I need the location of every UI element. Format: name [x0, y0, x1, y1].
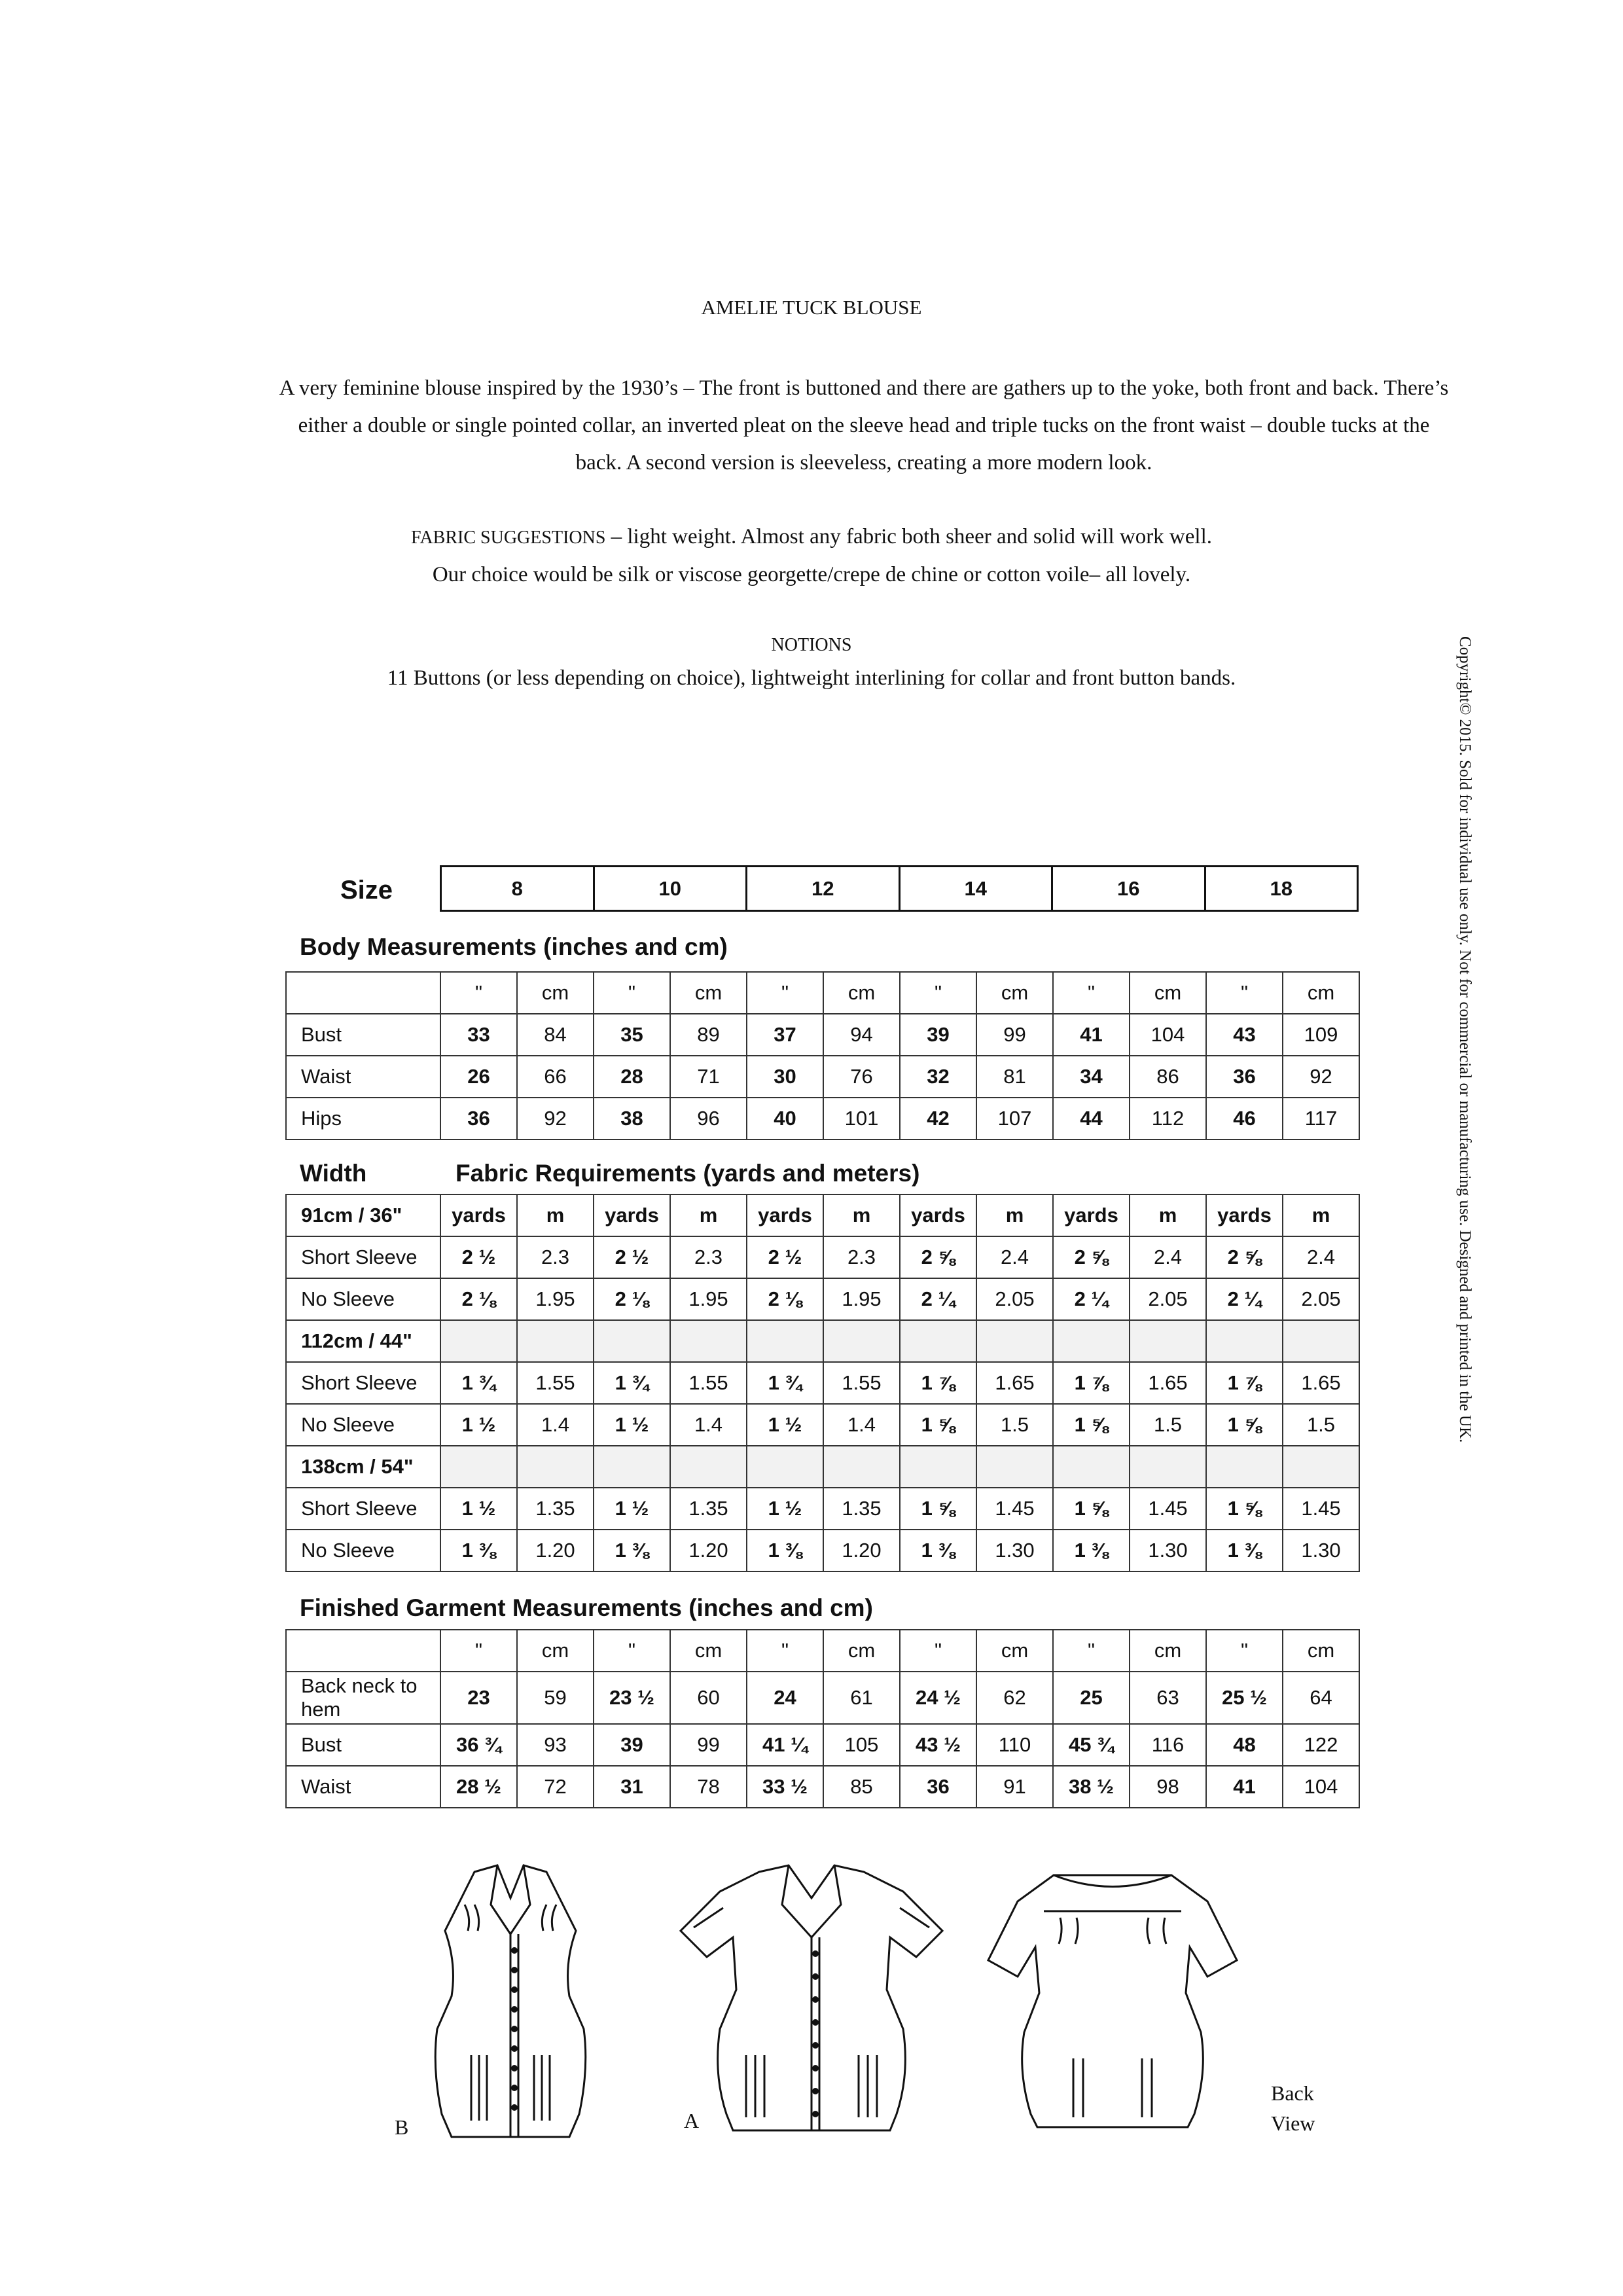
value-cell: 1 ⅜ — [594, 1530, 670, 1571]
unit-cell: yards — [1206, 1194, 1283, 1236]
value-cell: 104 — [1130, 1014, 1206, 1056]
unit-cell: m — [1130, 1194, 1206, 1236]
value-cell: 59 — [517, 1672, 594, 1724]
value-cell: 43 ½ — [900, 1724, 976, 1766]
value-cell: 63 — [1130, 1672, 1206, 1724]
value-cell: 45 ¾ — [1053, 1724, 1130, 1766]
blank-cell — [823, 1446, 900, 1488]
blank-cell — [670, 1446, 747, 1488]
unit-cell: yards — [900, 1194, 976, 1236]
value-cell: 1.65 — [1283, 1362, 1359, 1404]
blank-cell — [747, 1320, 823, 1362]
blank-cell — [286, 972, 440, 1014]
value-cell: 28 ½ — [440, 1766, 517, 1808]
value-cell: 2 ½ — [747, 1236, 823, 1278]
unit-cell: yards — [747, 1194, 823, 1236]
value-cell: 99 — [670, 1724, 747, 1766]
value-cell: 1 ⅜ — [747, 1530, 823, 1571]
unit-cell: m — [823, 1194, 900, 1236]
unit-cell: " — [440, 1630, 517, 1672]
size-label: Size — [340, 876, 393, 905]
blank-cell — [823, 1320, 900, 1362]
size-cell: 10 — [594, 867, 747, 911]
row-label: Short Sleeve — [286, 1488, 440, 1530]
value-cell: 35 — [594, 1014, 670, 1056]
unit-cell: cm — [823, 1630, 900, 1672]
value-cell: 23 ½ — [594, 1672, 670, 1724]
value-cell: 1.55 — [670, 1362, 747, 1404]
blank-cell — [1206, 1320, 1283, 1362]
value-cell: 92 — [1283, 1056, 1359, 1098]
value-cell: 24 — [747, 1672, 823, 1724]
row-label: No Sleeve — [286, 1278, 440, 1320]
value-cell: 24 ½ — [900, 1672, 976, 1724]
unit-cell: " — [1206, 1630, 1283, 1672]
value-cell: 96 — [670, 1098, 747, 1139]
fabric-requirements-heading: Fabric Requirements (yards and meters) — [455, 1160, 920, 1187]
row-label: Waist — [286, 1766, 440, 1808]
page-title: AMELIE TUCK BLOUSE — [701, 296, 922, 319]
value-cell: 1 ½ — [747, 1488, 823, 1530]
size-row — [441, 867, 1358, 911]
row-label: Bust — [286, 1014, 440, 1056]
blank-cell — [1130, 1320, 1206, 1362]
value-cell: 72 — [517, 1766, 594, 1808]
value-cell: 30 — [747, 1056, 823, 1098]
unit-cell: cm — [1130, 972, 1206, 1014]
value-cell: 1 ¾ — [747, 1362, 823, 1404]
value-cell: 1.45 — [976, 1488, 1053, 1530]
value-cell: 1.30 — [1283, 1530, 1359, 1571]
width-heading: Width — [300, 1160, 367, 1187]
table-row — [286, 1014, 1359, 1056]
value-cell: 78 — [670, 1766, 747, 1808]
unit-cell: yards — [1053, 1194, 1130, 1236]
value-cell: 42 — [900, 1098, 976, 1139]
unit-cell: m — [517, 1194, 594, 1236]
blank-cell — [976, 1446, 1053, 1488]
row-label: Short Sleeve — [286, 1362, 440, 1404]
fabric-heading: FABRIC SUGGESTIONS — [410, 528, 606, 548]
value-cell: 2 ⅛ — [594, 1278, 670, 1320]
row-label: Hips — [286, 1098, 440, 1139]
value-cell: 28 — [594, 1056, 670, 1098]
unit-cell: cm — [670, 1630, 747, 1672]
row-label: Short Sleeve — [286, 1236, 440, 1278]
unit-cell: " — [747, 972, 823, 1014]
table-row — [286, 1362, 1359, 1404]
table-row — [286, 1488, 1359, 1530]
value-cell: 2 ⅝ — [1053, 1236, 1130, 1278]
value-cell: 1 ⅝ — [1053, 1488, 1130, 1530]
value-cell: 1 ⅞ — [1206, 1362, 1283, 1404]
table-row — [286, 1236, 1359, 1278]
value-cell: 1.5 — [1283, 1404, 1359, 1446]
value-cell: 23 — [440, 1672, 517, 1724]
value-cell: 48 — [1206, 1724, 1283, 1766]
unit-row — [286, 972, 1359, 1014]
value-cell: 2.05 — [1130, 1278, 1206, 1320]
value-cell: 86 — [1130, 1056, 1206, 1098]
value-cell: 2.05 — [1283, 1278, 1359, 1320]
row-label: Back neck to hem — [286, 1672, 440, 1724]
value-cell: 41 ¼ — [747, 1724, 823, 1766]
value-cell: 39 — [594, 1724, 670, 1766]
value-cell: 1 ⅝ — [1206, 1488, 1283, 1530]
value-cell: 2 ⅝ — [900, 1236, 976, 1278]
unit-cell: cm — [823, 972, 900, 1014]
value-cell: 94 — [823, 1014, 900, 1056]
label-b: B — [395, 2115, 409, 2139]
value-cell: 1.55 — [517, 1362, 594, 1404]
blank-cell — [900, 1320, 976, 1362]
blank-cell — [900, 1446, 976, 1488]
value-cell: 37 — [747, 1014, 823, 1056]
table-row — [286, 1672, 1359, 1724]
unit-cell: " — [1053, 972, 1130, 1014]
unit-cell: " — [440, 972, 517, 1014]
blank-cell — [1053, 1446, 1130, 1488]
table-row — [286, 1530, 1359, 1571]
value-cell: 122 — [1283, 1724, 1359, 1766]
table-row — [286, 1724, 1359, 1766]
unit-cell: " — [1053, 1630, 1130, 1672]
row-label: Bust — [286, 1724, 440, 1766]
value-cell: 1.4 — [823, 1404, 900, 1446]
value-cell: 1 ⅝ — [1053, 1404, 1130, 1446]
view-a-short-sleeve-illustration — [668, 1859, 955, 2134]
unit-cell: " — [900, 972, 976, 1014]
value-cell: 62 — [976, 1672, 1053, 1724]
value-cell: 101 — [823, 1098, 900, 1139]
unit-cell: m — [670, 1194, 747, 1236]
body-measurements-heading: Body Measurements (inches and cm) — [300, 933, 728, 960]
width-label: 138cm / 54" — [286, 1446, 440, 1488]
unit-cell: " — [900, 1630, 976, 1672]
blank-cell — [1283, 1320, 1359, 1362]
value-cell: 1 ⅞ — [1053, 1362, 1130, 1404]
label-a: A — [684, 2109, 700, 2132]
value-cell: 2 ¼ — [1206, 1278, 1283, 1320]
value-cell: 2.4 — [1283, 1236, 1359, 1278]
value-cell: 1.30 — [976, 1530, 1053, 1571]
value-cell: 1 ½ — [440, 1404, 517, 1446]
value-cell: 41 — [1053, 1014, 1130, 1056]
value-cell: 43 — [1206, 1014, 1283, 1056]
row-label: No Sleeve — [286, 1404, 440, 1446]
value-cell: 1 ⅝ — [1206, 1404, 1283, 1446]
value-cell: 1.5 — [1130, 1404, 1206, 1446]
value-cell: 98 — [1130, 1766, 1206, 1808]
value-cell: 104 — [1283, 1766, 1359, 1808]
unit-cell: m — [976, 1194, 1053, 1236]
blank-cell — [594, 1446, 670, 1488]
fabric-line-1: – light weight. Almost any fabric both sheer and solid will work well. — [611, 525, 1213, 548]
body-measurements-table — [285, 971, 1360, 1140]
value-cell: 1.20 — [517, 1530, 594, 1571]
size-cell: 14 — [899, 867, 1052, 911]
value-cell: 38 ½ — [1053, 1766, 1130, 1808]
unit-cell: cm — [976, 972, 1053, 1014]
unit-cell: " — [1206, 972, 1283, 1014]
unit-cell: yards — [440, 1194, 517, 1236]
value-cell: 66 — [517, 1056, 594, 1098]
table-row — [286, 1766, 1359, 1808]
value-cell: 1 ¾ — [594, 1362, 670, 1404]
blank-cell — [440, 1446, 517, 1488]
view-b-sleeveless-illustration — [419, 1859, 602, 2140]
value-cell: 60 — [670, 1672, 747, 1724]
intro-paragraph: A very feminine blouse inspired by the 1930’s – The front is buttoned and there are gathers up to the yoke, both front and back. There’s either a double or single pointed collar, an inverted pleat on the sleeve head and triple tucks on the front waist – double tucks at the back. A second version is sleeveless, creating a more modern look. — [279, 376, 1449, 475]
value-cell: 109 — [1283, 1014, 1359, 1056]
blank-cell — [747, 1446, 823, 1488]
width-row — [286, 1320, 1359, 1362]
value-cell: 2 ⅛ — [747, 1278, 823, 1320]
value-cell: 2 ⅛ — [440, 1278, 517, 1320]
unit-row — [286, 1630, 1359, 1672]
value-cell: 61 — [823, 1672, 900, 1724]
value-cell: 1.35 — [517, 1488, 594, 1530]
finished-measurements-table — [285, 1629, 1360, 1808]
width-label: 91cm / 36" — [286, 1194, 440, 1236]
value-cell: 84 — [517, 1014, 594, 1056]
value-cell: 2.3 — [823, 1236, 900, 1278]
value-cell: 32 — [900, 1056, 976, 1098]
value-cell: 1.4 — [517, 1404, 594, 1446]
fabric-line-2: Our choice would be silk or viscose georgette/crepe de chine or cotton voile– all lovely. — [432, 563, 1191, 586]
value-cell: 2 ⅝ — [1206, 1236, 1283, 1278]
width-label: 112cm / 44" — [286, 1320, 440, 1362]
unit-cell: yards — [594, 1194, 670, 1236]
blank-cell — [517, 1446, 594, 1488]
blank-cell — [1206, 1446, 1283, 1488]
copyright-notice: Copyright© 2015. Sold for individual use only. Not for commercial or manufacturing use. Designed and printed in the UK. — [1456, 636, 1474, 1443]
value-cell: 1.55 — [823, 1362, 900, 1404]
label-back: Back — [1271, 2081, 1314, 2105]
unit-cell: cm — [1283, 972, 1359, 1014]
table-row — [286, 1404, 1359, 1446]
fabric-requirements-table — [285, 1194, 1360, 1572]
size-cell: 18 — [1205, 867, 1358, 911]
value-cell: 44 — [1053, 1098, 1130, 1139]
value-cell: 26 — [440, 1056, 517, 1098]
value-cell: 1.5 — [976, 1404, 1053, 1446]
size-cell: 16 — [1052, 867, 1205, 911]
blank-cell — [286, 1630, 440, 1672]
value-cell: 1 ⅜ — [900, 1530, 976, 1571]
unit-cell: cm — [670, 972, 747, 1014]
value-cell: 33 — [440, 1014, 517, 1056]
value-cell: 1.35 — [823, 1488, 900, 1530]
value-cell: 2.4 — [976, 1236, 1053, 1278]
value-cell: 1.95 — [670, 1278, 747, 1320]
value-cell: 39 — [900, 1014, 976, 1056]
unit-cell: " — [747, 1630, 823, 1672]
value-cell: 41 — [1206, 1766, 1283, 1808]
value-cell: 2.3 — [670, 1236, 747, 1278]
value-cell: 34 — [1053, 1056, 1130, 1098]
value-cell: 2 ½ — [440, 1236, 517, 1278]
value-cell: 1.45 — [1130, 1488, 1206, 1530]
value-cell: 2.05 — [976, 1278, 1053, 1320]
unit-cell: m — [1283, 1194, 1359, 1236]
blank-cell — [670, 1320, 747, 1362]
value-cell: 110 — [976, 1724, 1053, 1766]
value-cell: 1.30 — [1130, 1530, 1206, 1571]
value-cell: 1 ½ — [594, 1404, 670, 1446]
value-cell: 40 — [747, 1098, 823, 1139]
value-cell: 1 ⅞ — [900, 1362, 976, 1404]
table-row — [286, 1278, 1359, 1320]
value-cell: 1 ½ — [440, 1488, 517, 1530]
blank-cell — [517, 1320, 594, 1362]
value-cell: 25 — [1053, 1672, 1130, 1724]
value-cell: 76 — [823, 1056, 900, 1098]
value-cell: 64 — [1283, 1672, 1359, 1724]
value-cell: 2 ¼ — [1053, 1278, 1130, 1320]
size-cell: 12 — [747, 867, 900, 911]
value-cell: 81 — [976, 1056, 1053, 1098]
width-row — [286, 1194, 1359, 1236]
value-cell: 1 ⅝ — [900, 1404, 976, 1446]
value-cell: 1.95 — [517, 1278, 594, 1320]
notions-text: 11 Buttons (or less depending on choice), lightweight interlining for collar and front button bands. — [387, 666, 1236, 690]
unit-cell: " — [594, 1630, 670, 1672]
value-cell: 117 — [1283, 1098, 1359, 1139]
unit-cell: cm — [1283, 1630, 1359, 1672]
blank-cell — [1283, 1446, 1359, 1488]
size-table — [440, 865, 1359, 912]
value-cell: 105 — [823, 1724, 900, 1766]
fabric-suggestions — [0, 518, 1623, 594]
value-cell: 71 — [670, 1056, 747, 1098]
row-label: Waist — [286, 1056, 440, 1098]
unit-cell: cm — [517, 972, 594, 1014]
unit-cell: " — [594, 972, 670, 1014]
blank-cell — [1130, 1446, 1206, 1488]
value-cell: 2 ½ — [594, 1236, 670, 1278]
value-cell: 93 — [517, 1724, 594, 1766]
blank-cell — [594, 1320, 670, 1362]
value-cell: 2.3 — [517, 1236, 594, 1278]
value-cell: 36 — [440, 1098, 517, 1139]
unit-cell: cm — [1130, 1630, 1206, 1672]
value-cell: 25 ½ — [1206, 1672, 1283, 1724]
value-cell: 116 — [1130, 1724, 1206, 1766]
value-cell: 91 — [976, 1766, 1053, 1808]
value-cell: 36 — [900, 1766, 976, 1808]
value-cell: 107 — [976, 1098, 1053, 1139]
value-cell: 1.65 — [976, 1362, 1053, 1404]
value-cell: 31 — [594, 1766, 670, 1808]
value-cell: 1.95 — [823, 1278, 900, 1320]
width-row — [286, 1446, 1359, 1488]
size-cell: 8 — [441, 867, 594, 911]
value-cell: 38 — [594, 1098, 670, 1139]
finished-measurements-heading: Finished Garment Measurements (inches and cm) — [300, 1594, 873, 1621]
unit-cell: cm — [976, 1630, 1053, 1672]
unit-cell: cm — [517, 1630, 594, 1672]
label-view: View — [1271, 2111, 1315, 2135]
table-row — [286, 1056, 1359, 1098]
value-cell: 36 — [1206, 1056, 1283, 1098]
notions-heading: NOTIONS — [771, 635, 852, 655]
blank-cell — [440, 1320, 517, 1362]
value-cell: 33 ½ — [747, 1766, 823, 1808]
row-label: No Sleeve — [286, 1530, 440, 1571]
value-cell: 1.20 — [823, 1530, 900, 1571]
value-cell: 1 ⅜ — [1206, 1530, 1283, 1571]
value-cell: 2 ¼ — [900, 1278, 976, 1320]
value-cell: 46 — [1206, 1098, 1283, 1139]
value-cell: 1 ⅜ — [1053, 1530, 1130, 1571]
back-view-illustration — [982, 1862, 1243, 2130]
value-cell: 1 ¾ — [440, 1362, 517, 1404]
value-cell: 1.35 — [670, 1488, 747, 1530]
blank-cell — [976, 1320, 1053, 1362]
blank-cell — [1053, 1320, 1130, 1362]
value-cell: 112 — [1130, 1098, 1206, 1139]
value-cell: 85 — [823, 1766, 900, 1808]
value-cell: 99 — [976, 1014, 1053, 1056]
table-row — [286, 1098, 1359, 1139]
value-cell: 36 ¾ — [440, 1724, 517, 1766]
value-cell: 1 ⅝ — [900, 1488, 976, 1530]
value-cell: 1.20 — [670, 1530, 747, 1571]
value-cell: 1.65 — [1130, 1362, 1206, 1404]
value-cell: 89 — [670, 1014, 747, 1056]
value-cell: 1 ⅜ — [440, 1530, 517, 1571]
value-cell: 1 ½ — [747, 1404, 823, 1446]
value-cell: 1.45 — [1283, 1488, 1359, 1530]
value-cell: 92 — [517, 1098, 594, 1139]
value-cell: 2.4 — [1130, 1236, 1206, 1278]
value-cell: 1 ½ — [594, 1488, 670, 1530]
value-cell: 1.4 — [670, 1404, 747, 1446]
